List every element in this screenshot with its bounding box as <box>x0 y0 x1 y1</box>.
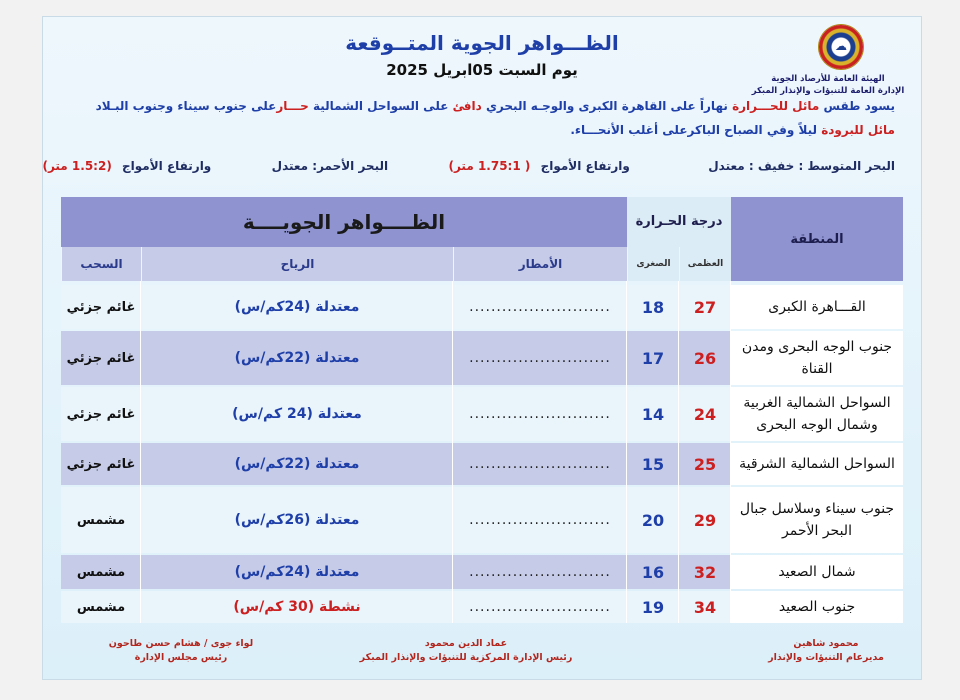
intro-1e: على السواحل الشمالية <box>312 99 449 113</box>
row-region: القـــاهرة الكبرى <box>731 285 903 329</box>
row-min: 15 <box>641 454 665 474</box>
intro-2a: مائل للبرودة <box>821 123 895 137</box>
intro-1a: يسود طقس <box>823 99 895 113</box>
signature-1-name: محمود شاهين <box>793 638 859 649</box>
intro-1c: نهاراً على القاهرة الكبرى والوجـه البحري <box>485 99 728 113</box>
row-max: 29 <box>693 510 717 530</box>
table-row <box>61 555 903 589</box>
intro-line-1 <box>63 99 895 113</box>
row-wind: نشطة (30 كم/س) <box>233 599 361 615</box>
table-row <box>61 487 903 553</box>
row-rain: .......................... <box>469 512 611 528</box>
org-line-1: الهيئة العامة للأرصاد الجوية <box>771 74 885 84</box>
page-title: الظـــواهر الجوية المتــوقعة <box>345 31 619 55</box>
signature-board-chairman <box>81 637 281 665</box>
row-rain: .......................... <box>469 564 611 580</box>
column-divider <box>730 281 731 623</box>
column-divider <box>678 281 679 623</box>
signature-2-title: رئيس الإدارة المركزية للتنبؤات والإنذار المبكر <box>359 652 573 663</box>
header-phenomena: الظــــواهر الجويــــة <box>242 210 446 234</box>
column-divider <box>452 281 453 623</box>
row-rain: .......................... <box>469 299 611 315</box>
row-min: 20 <box>641 510 665 530</box>
red-waves-value: (1.5:2 متر) <box>42 159 112 173</box>
row-region: السواحل الشمالية الشرقية <box>731 443 903 485</box>
table-row <box>61 387 903 441</box>
column-divider <box>140 281 141 623</box>
row-region: جنوب سيناء وسلاسل جبال البحر الأحمر <box>731 487 903 553</box>
row-region: جنوب الصعيد <box>731 591 903 623</box>
row-min: 14 <box>641 404 665 424</box>
row-clouds: مشمس <box>76 564 126 580</box>
row-max: 24 <box>693 404 717 424</box>
row-clouds: غائم جزئي <box>66 350 136 366</box>
row-max: 25 <box>693 454 717 474</box>
row-region: شمال الصعيد <box>731 555 903 589</box>
intro-line-2 <box>63 123 895 137</box>
red-sea-label: البحر الأحمر: معتدل <box>271 159 389 173</box>
sea-conditions <box>42 159 895 173</box>
row-wind: معتدلة (24كم/س) <box>234 299 360 315</box>
row-wind: معتدلة (24كم/س) <box>234 564 360 580</box>
med-waves-value: ( 1.75:1 متر) <box>448 159 531 173</box>
row-clouds: غائم جزئي <box>66 406 136 422</box>
row-min: 16 <box>641 562 665 582</box>
row-max: 27 <box>693 297 717 317</box>
row-region: السواحل الشمالية الغربية وشمال الوجه البحرى <box>731 387 903 441</box>
row-wind: معتدلة (26كم/س) <box>234 512 360 528</box>
signature-3-title: رئيس مجلس الإدارة <box>134 652 228 663</box>
header-clouds: السحب <box>61 247 141 281</box>
row-min: 17 <box>641 348 665 368</box>
table-row <box>61 331 903 385</box>
intro-1b: مائل للحـــرارة <box>732 99 820 113</box>
signature-1-title: مديرعام التنبؤات والإنذار <box>768 652 884 663</box>
forecast-sheet <box>42 16 922 680</box>
signature-3-name: لواء جوى / هشام حسن طاحون <box>108 638 254 649</box>
cloud-icon: ☁ <box>835 39 847 53</box>
org-line-2: الإدارة العامة للتنبؤات والإنذار المبكر <box>751 86 905 96</box>
intro-1f: حـــار <box>276 99 309 113</box>
signature-forecast-director <box>751 637 901 665</box>
red-waves-label: وارتفاع الأمواج <box>122 159 212 173</box>
row-clouds: مشمس <box>76 512 126 528</box>
header-wind: الرياح <box>141 247 453 281</box>
row-rain: .......................... <box>469 350 611 366</box>
forecast-date: يوم السبت 05ابريل 2025 <box>386 61 578 79</box>
row-wind: معتدلة (22كم/س) <box>234 456 360 472</box>
row-clouds: غائم جزئي <box>66 456 136 472</box>
row-region: جنوب الوجه البحرى ومدن القناة <box>731 331 903 385</box>
header-min: الصغرى <box>627 247 679 281</box>
header-max: العظمى <box>679 247 731 281</box>
table-row <box>61 443 903 485</box>
row-wind: معتدلة (24 كم/س) <box>232 406 362 422</box>
intro-2b: ليلاً وفي الصباح الباكرعلى أغلب الأنحـــاء. <box>570 123 817 137</box>
row-wind: معتدلة (22كم/س) <box>234 350 360 366</box>
row-min: 19 <box>641 597 665 617</box>
table-row <box>61 285 903 329</box>
row-clouds: مشمس <box>76 599 126 615</box>
row-max: 34 <box>693 597 717 617</box>
header-temperature: درجة الحـرارة <box>635 214 723 229</box>
row-max: 26 <box>693 348 717 368</box>
column-divider <box>626 281 627 623</box>
signature-central-admin-head <box>341 637 591 665</box>
header-region: المنطقة <box>790 231 844 247</box>
row-clouds: غائم جزئي <box>66 299 136 315</box>
row-rain: .......................... <box>469 456 611 472</box>
forecast-table <box>61 197 903 623</box>
row-max: 32 <box>693 562 717 582</box>
med-sea-label: البحر المتوسط : خفيف : معتدل <box>708 159 895 173</box>
table-row <box>61 591 903 623</box>
signature-2-name: عماد الدين محمود <box>424 638 508 649</box>
row-min: 18 <box>641 297 665 317</box>
med-waves-label: وارتفاع الأمواج <box>540 159 630 173</box>
intro-1g: على جنوب سيناء وجنوب البـلاد <box>95 99 277 113</box>
row-rain: .......................... <box>469 599 611 615</box>
row-rain: .......................... <box>469 406 611 422</box>
intro-1d: دافئ <box>452 99 482 113</box>
header-rain: الأمطار <box>453 247 627 281</box>
